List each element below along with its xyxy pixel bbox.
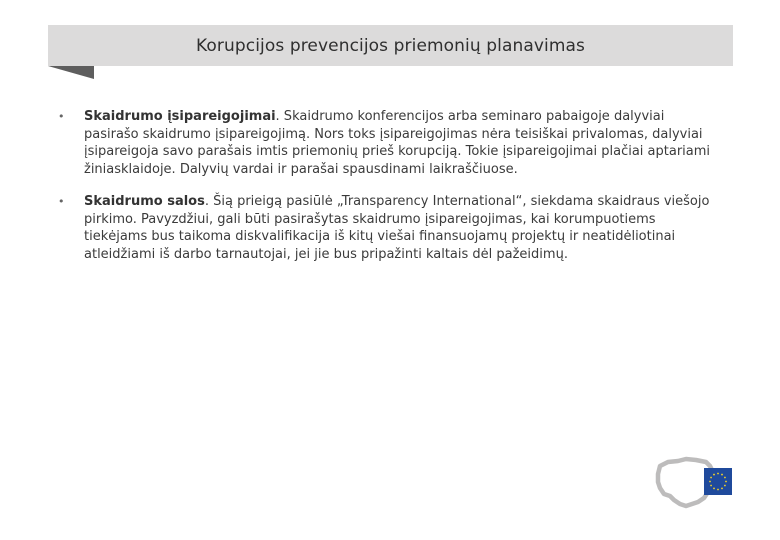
eu-star-icon [721,474,723,476]
eu-star-icon [721,488,723,490]
eu-star-icon [724,477,726,479]
eu-star-icon [724,485,726,487]
eu-flag-icon [704,468,732,495]
title-tab-decoration [48,66,96,80]
page-title: Korupcijos prevencijos priemonių planavimas [196,35,585,56]
bullet-icon: • [58,195,65,208]
eu-star-icon [709,481,711,483]
eu-star-icon [725,481,727,483]
lithuania-map-eu-flag-icon [654,456,734,512]
bullet-term: Skaidrumo salos [84,194,205,209]
content-area [58,108,718,278]
bullet-text: . Skaidrumo konferencijos arba seminaro pabaigoje dalyviai pasirašo skaidrumo įsipareigojimą. Nors toks įsipareigojimas nėra teisiškai privalomas, dalyviai įsipareigoja savo parašais imtis priemonių prieš korupciją. Tokie įsipareigojimai plačiai aptariami žiniasklaidoje. Dalyvių vardai ir parašai spausdinami laikraščiuose. [84,109,711,177]
eu-star-icon [717,489,719,491]
title-bar [48,25,733,66]
eu-star-icon [710,485,712,487]
eu-star-icon [710,477,712,479]
eu-star-icon [713,488,715,490]
bullet-text: . Šią prieigą pasiūlė „Transparency International“, siekdama skaidraus viešojo pirkimo. Pavyzdžiui, gali būti pasirašytas skaidrumo įsipareigojimas, kai korumpuotiems tiekėjams bus taikoma diskvalifikacija iš kitų viešai finansuojamų projektų ir neatidėliotinai atleidžiami iš darbo tarnautojai, jei jie bus pripažinti kaltais dėl pažeidimų. [84,194,710,262]
list-item [58,108,718,178]
bullet-icon: • [58,110,65,123]
list-item [58,193,718,263]
bullet-term: Skaidrumo įsipareigojimai [84,109,276,124]
eu-star-icon [713,474,715,476]
eu-star-icon [717,473,719,475]
